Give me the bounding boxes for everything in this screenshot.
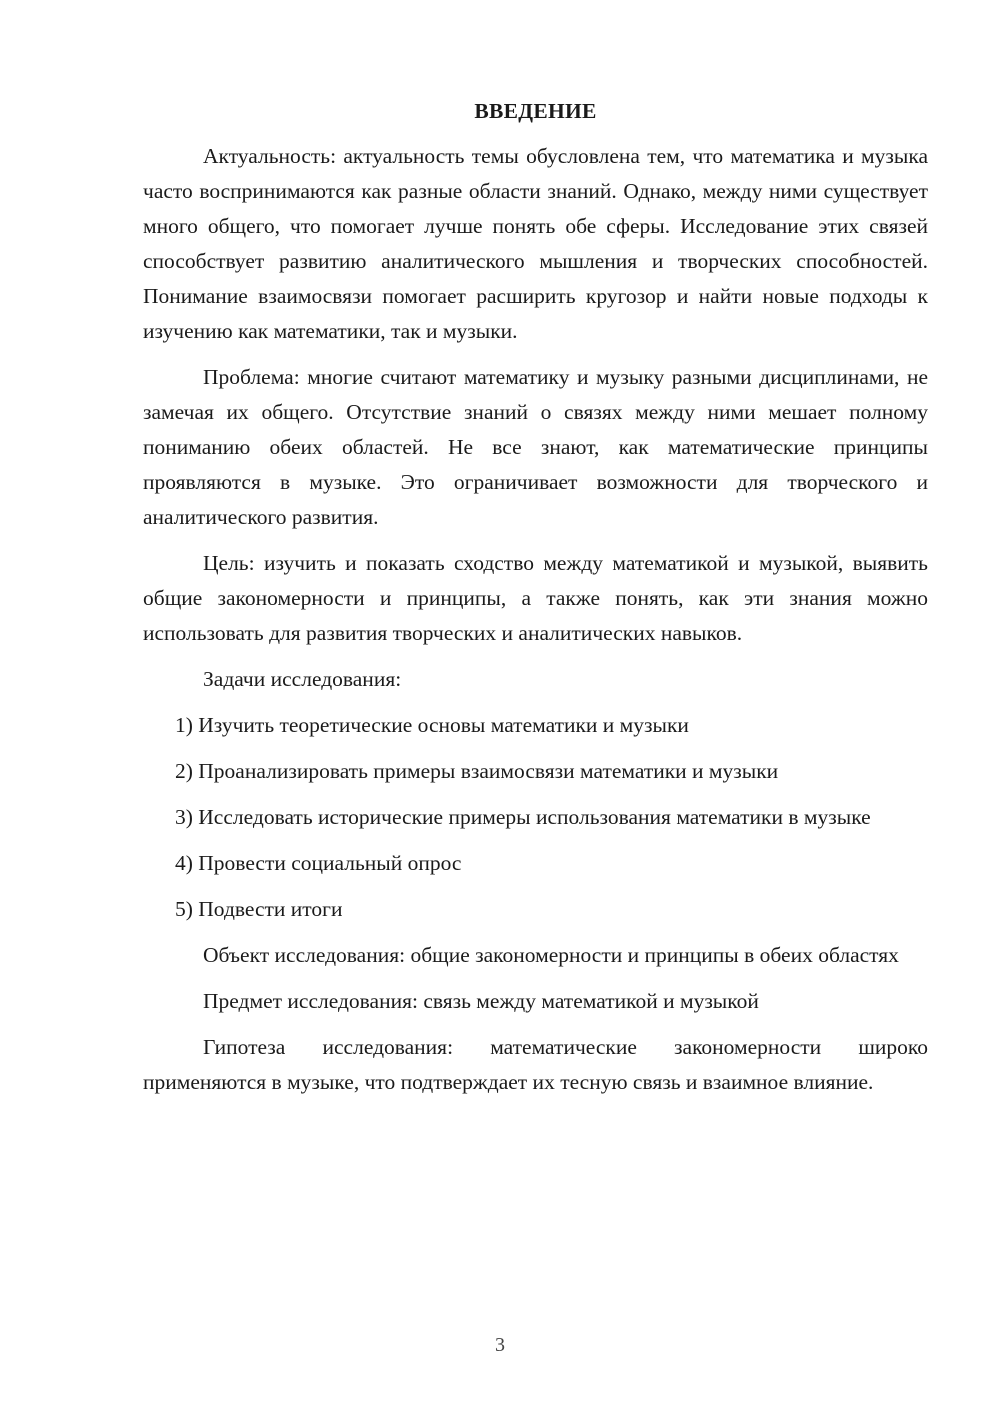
- relevance-paragraph: Актуальность: актуальность темы обусловлена тем, что математика и музыка часто воспринимаются как разные области знаний. Однако, между ними существует много общего, что помогает лучше понять обе сферы. Исследование этих связей способствует развитию аналитического мышления и творческих способностей. Понимание взаимосвязи помогает расширить кругозор и найти новые подходы к изучению как математики, так и музыки.: [143, 144, 928, 343]
- task-item-2: 2) Проанализировать примеры взаимосвязи математики и музыки: [175, 759, 779, 783]
- page-number: 3: [495, 1334, 505, 1356]
- object-paragraph: Объект исследования: общие закономерности и принципы в обеих областях: [203, 943, 899, 967]
- task-item-1: 1) Изучить теоретические основы математики и музыки: [175, 713, 689, 737]
- section-heading: ВВЕДЕНИЕ: [474, 99, 597, 123]
- task-item-4: 4) Провести социальный опрос: [175, 851, 462, 875]
- document-page: [143, 94, 928, 1111]
- subject-paragraph: Предмет исследования: связь между математикой и музыкой: [203, 989, 759, 1013]
- hypothesis-paragraph: Гипотеза исследования: математические закономерности широко применяются в музыке, что подтверждает их тесную связь и взаимное влияние.: [143, 1035, 928, 1094]
- problem-paragraph: Проблема: многие считают математику и музыку разными дисциплинами, не замечая их общего. Отсутствие знаний о связях между ними мешает полному пониманию обеих областей. Не все знают, как математические принципы проявляются в музыке. Это ограничивает возможности для творческого и аналитического развития.: [143, 365, 928, 529]
- goal-paragraph: Цель: изучить и показать сходство между математикой и музыкой, выявить общие закономерности и принципы, а также понять, как эти знания можно использовать для развития творческих и аналитических навыков.: [143, 551, 928, 645]
- tasks-heading: Задачи исследования:: [203, 667, 402, 691]
- task-item-5: 5) Подвести итоги: [175, 897, 343, 921]
- task-item-3: 3) Исследовать исторические примеры использования математики в музыке: [175, 805, 871, 829]
